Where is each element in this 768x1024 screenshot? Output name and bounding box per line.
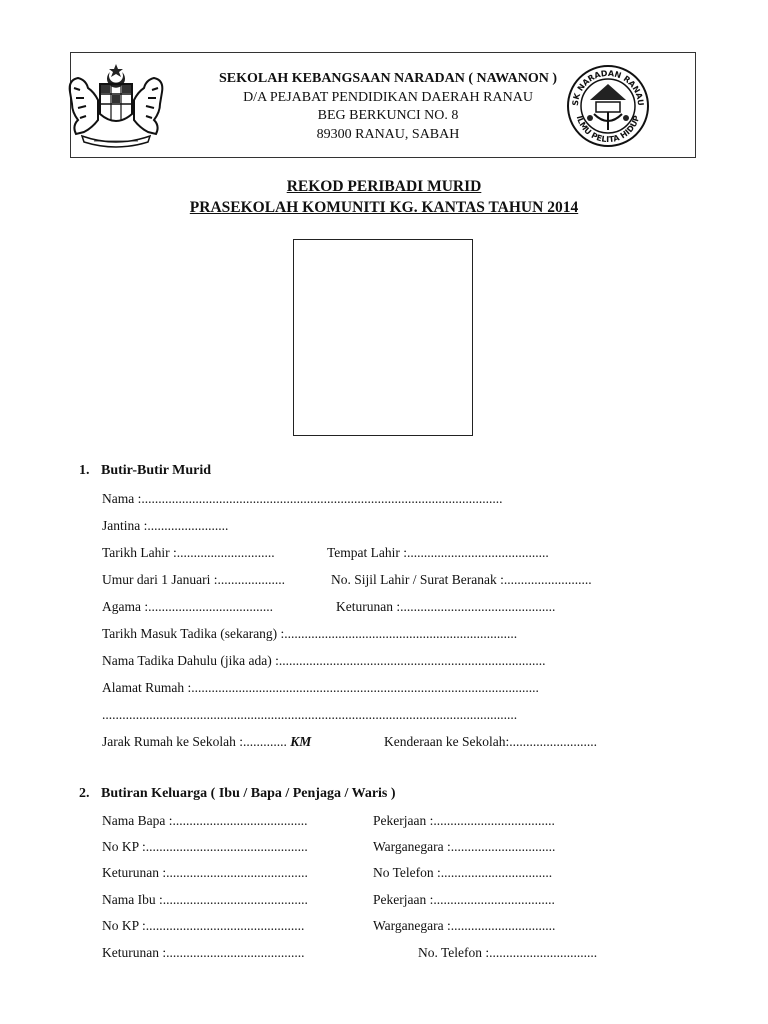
field-warganegara-bapa[interactable]: Warganegara :............................... [373,839,556,854]
field-tempat-lahir[interactable]: Tempat Lahir :.......................................... [327,545,549,560]
field-kp-bapa[interactable]: No KP :................................................ [102,839,308,854]
field-nama-bapa[interactable]: Nama Bapa :........................................ [102,813,308,828]
svg-text:ILMU PELITA HIDUP: ILMU PELITA HIDUP [574,114,642,145]
field-agama[interactable]: Agama :..................................... [102,599,273,614]
field-tarikh-masuk[interactable]: Tarikh Masuk Tadika (sekarang) :..................................................................... [102,626,518,641]
field-keturunan-bapa[interactable]: Keturunan :.......................................... [102,865,308,880]
jarak-label: Jarak Rumah ke Sekolah :............. [102,734,287,749]
svg-text:SK NARADAN RANAU: SK NARADAN RANAU [570,68,646,107]
field-keturunan-ibu[interactable]: Keturunan :......................................... [102,945,305,960]
section-title: Butiran Keluarga ( Ibu / Bapa / Penjaga / Waris ) [101,786,396,801]
photo-placeholder[interactable] [293,239,473,436]
sk-naradan-ranau-logo-icon [566,64,650,148]
field-alamat[interactable]: Alamat Rumah :....................................................................................................... [102,680,539,695]
section-title: Butir-Butir Murid [101,463,212,478]
field-kp-ibu[interactable]: No KP :............................................... [102,918,305,933]
section-1-heading [79,463,211,479]
form-subtitle: PRASEKOLAH KOMUNITI KG. KANTAS TAHUN 2014 [189,199,579,216]
school-letterhead [190,70,586,144]
field-keturunan[interactable]: Keturunan :.............................................. [336,599,556,614]
field-nama[interactable]: Nama :........................................................................................................... [102,491,503,506]
section-number: 1. [79,463,90,478]
section-2-heading [79,786,396,802]
field-telefon-bapa[interactable]: No Telefon :................................. [373,865,553,880]
field-tarikh-lahir[interactable]: Tarikh Lahir :............................. [102,545,275,560]
school-address-line: BEG BERKUNCI NO. 8 [317,108,459,123]
school-name: SEKOLAH KEBANGSAAN NARADAN ( NAWANON ) [219,71,557,86]
section-number: 2. [79,786,90,801]
field-umur[interactable]: Umur dari 1 Januari :.................... [102,572,285,587]
field-kenderaan[interactable]: Kenderaan ke Sekolah:.......................... [384,734,597,749]
field-sijil-lahir[interactable]: No. Sijil Lahir / Surat Beranak :.......................... [331,572,592,587]
form-title: REKOD PERIBADI MURID [286,178,482,195]
field-telefon-ibu[interactable]: No. Telefon :................................ [418,945,598,960]
field-jantina[interactable]: Jantina :........................ [102,518,229,533]
school-address-line: 89300 RANAU, SABAH [316,126,460,142]
field-alamat-continued[interactable]: ........................................................................................................................... [102,707,518,722]
school-address-line: D/A PEJABAT PENDIDIKAN DAERAH RANAU [243,89,533,105]
field-tadika-dahulu[interactable]: Nama Tadika Dahulu (jika ada) :............................................................................... [102,653,546,668]
field-warganegara-ibu[interactable]: Warganegara :............................... [373,918,556,933]
km-unit: KM [290,734,312,749]
field-nama-ibu[interactable]: Nama Ibu :........................................... [102,892,308,907]
field-pekerjaan-ibu[interactable]: Pekerjaan :.................................... [373,892,555,907]
malaysia-coat-of-arms-icon [64,62,168,148]
field-jarak[interactable] [102,734,311,750]
field-pekerjaan-bapa[interactable]: Pekerjaan :.................................... [373,813,555,828]
